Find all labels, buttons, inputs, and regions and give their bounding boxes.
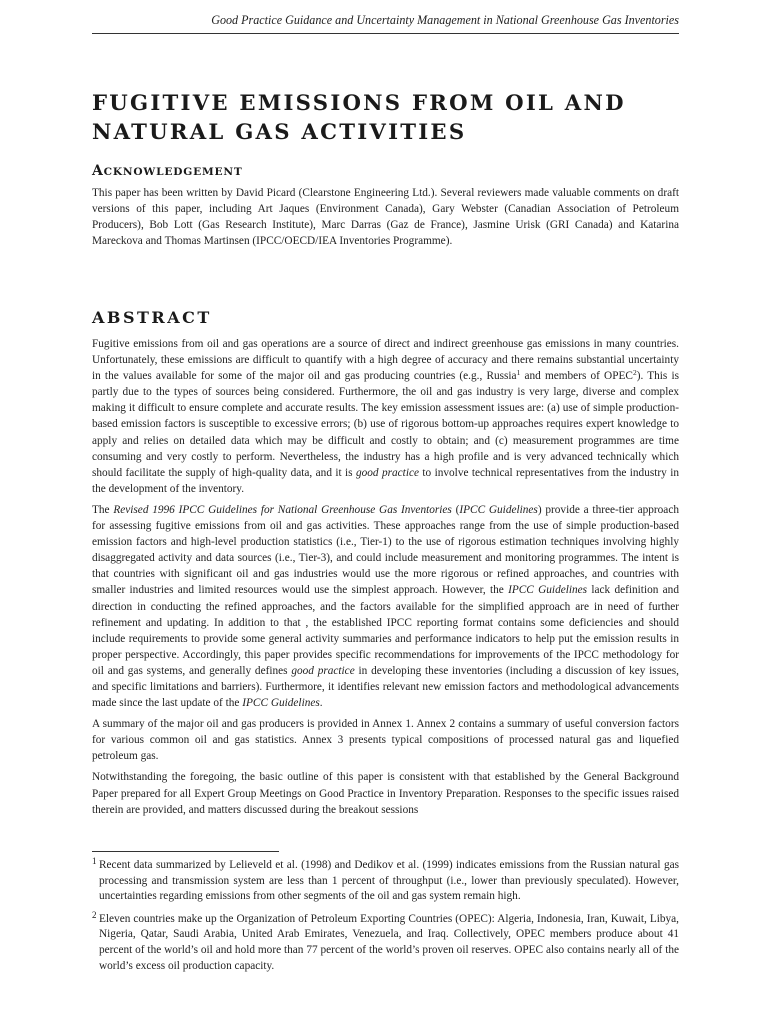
abstract-p1-text-a: Fugitive emissions from oil and gas operations are a source of direct and indirect greenhouse gas emissions in many countries. Unfortunately, these emissions are difficult to quantify with a high degree of accuracy and there remains substantial uncertainty in the values available for some of the major oil and gas producing countries (e.g., Russia (92, 338, 679, 383)
document-page (92, 0, 679, 1024)
abstract-p2-emphasis-5: IPCC Guidelines (242, 697, 320, 710)
footnotes (92, 858, 679, 981)
abstract-heading: ABSTRACT (92, 308, 212, 327)
acknowledgement-text: This paper has been written by David Picard (Clearstone Engineering Ltd.). Several reviewers made valuable comments on draft versions of this paper, including Art Jaques (Environment Canada), Gary Webster (Canadian Association of Petroleum Producers), Bob Lott (Gas Research Institute), Marc Darras (Gaz de France), Jasmine Urisk (GRI Canada) and Katarina Mareckova and Thomas Martinsen (IPCC/OECD/IEA Inventories Programme). (92, 187, 679, 248)
abstract-paragraph-1 (92, 336, 679, 497)
footnote-2-text: Eleven countries make up the Organization of Petroleum Exporting Countries (OPEC): Algeria, Indonesia, Iran, Kuwait, Libya, Nigeria, Qatar, Saudi Arabia, United Arab Emirates, Venezuela, and Iraq. Collectively, OPEC members produce about 41 percent of the world’s oil and hold more than 77 percent of the world’s proven oil reserves. OPEC also contains nearly all of the world’s excess oil production capacity. (99, 912, 679, 972)
footnote-1-mark: 1 (92, 856, 97, 866)
abstract-p2-text-e: in developing these inventories (including a discussion of key issues, and specific limitations and barriers). Furthermore, it identifies relevant new emission factors and methodological advancements made since the last update of the (92, 664, 679, 710)
footnote-2-mark: 2 (92, 909, 97, 920)
title-line-1: FUGITIVE EMISSIONS FROM OIL AND (92, 90, 626, 115)
footnote-1 (92, 858, 679, 905)
abstract-body (92, 336, 679, 823)
footnote-ref-1[interactable]: 1 (516, 368, 521, 378)
header-rule (92, 33, 679, 34)
abstract-p1-emphasis: good practice (355, 466, 419, 479)
abstract-p2-text-b: ( (451, 503, 460, 516)
abstract-p2-text-a: The (92, 503, 114, 516)
footnote-2 (92, 909, 679, 974)
abstract-p2-emphasis-2: IPCC Guidelines (459, 503, 538, 516)
document-title (92, 88, 679, 146)
footnote-1-text: Recent data summarized by Lelieveld et al. (1998) and Dedikov et al. (1999) indicates emissions from the Russian natural gas processing and transmission system are less than 1 percent of throughput (i.e., lower than previously speculated). However, uncertainties regarding emissions from other segments of the oil and gas system remain high. (99, 859, 679, 903)
abstract-p1-text-b: and members of OPEC (520, 370, 633, 383)
acknowledgement-heading-initial: A (92, 163, 104, 179)
abstract-p2-emphasis-4: good practice (291, 664, 355, 677)
acknowledgement-heading (92, 163, 243, 179)
running-header: Good Practice Guidance and Uncertainty Management in National Greenhouse Gas Inventories (211, 13, 679, 27)
abstract-paragraph-4: Notwithstanding the foregoing, the basic outline of this paper is consistent with that established by the General Background Paper prepared for all Expert Group Meetings on Good Practice in Inventory Preparation. Responses to the specific issues raised therein are provided, and matters discussed during the breakout sessions (92, 771, 679, 816)
abstract-p2-emphasis-1: Revised 1996 IPCC Guidelines for National Greenhouse Gas Inventories (113, 503, 452, 516)
footnote-ref-2[interactable]: 2 (632, 368, 637, 378)
abstract-p2-text-f: . (319, 697, 323, 710)
abstract-paragraph-2 (92, 502, 679, 711)
abstract-p2-text-c: ) provide a three-tier approach for assessing fugitive emissions from oil and gas activities. These approaches range from the use of simple production-based emission factors and high-level production statistics (i.e., Tier-1) to the use of rigorous estimation techniques involving highly disaggregated activity and data sources (i.e., Tier-3), and could include measurement and monitoring programmes. The intent is that countries with significant oil and gas industries would use the more rigorous or refined approaches, and countries with smaller industries and limited resources would use the simplest approach. However, the (92, 503, 679, 597)
abstract-paragraph-3: A summary of the major oil and gas producers is provided in Annex 1. Annex 2 contains a summary of useful conversion factors for various common oil and gas statistics. Annex 3 presents typical compositions of processed natural gas and liquefied petroleum gas. (92, 718, 679, 763)
footnote-rule (92, 851, 279, 852)
title-line-2: NATURAL GAS ACTIVITIES (92, 119, 467, 144)
abstract-p1-text-c: ). This is partly due to the types of sources being considered. Furthermore, the oil and gas industry is very large, diverse and complex making it difficult to ensure complete and accurate results. The key emission assessment issues are: (a) use of simple production-based emission factors is susceptible to excessive errors; (b) use of rigorous bottom-up approaches requires expert knowledge to apply and relies on detailed data which may be difficult and costly to obtain; and (c) measurement programmes are time consuming and very costly to perform. Nevertheless, the industry has a high profile and is very advanced technically which should facilitate the supply of high-quality data, and it is (92, 370, 679, 479)
abstract-p2-emphasis-3: IPCC Guidelines (508, 584, 588, 597)
abstract-p2-text-d: lack definition and direction in conducting the refined approaches, and the factors available for the simplified approach are in need of further refinement and updating. In addition to that , the established IPCC reporting format contains some deficiencies and should include requirements to provide some general activity summaries and performance indicators to help put the emission results in proper perspective. Accordingly, this paper provides specific recommendations for improvements of the IPCC methodology for oil and gas systems, and generally defines (92, 584, 679, 677)
acknowledgement-heading-rest: CKNOWLEDGEMENT (103, 166, 243, 178)
abstract-p1-text-d: to involve technical representatives from the industry in the development of the inventory. (92, 466, 679, 495)
